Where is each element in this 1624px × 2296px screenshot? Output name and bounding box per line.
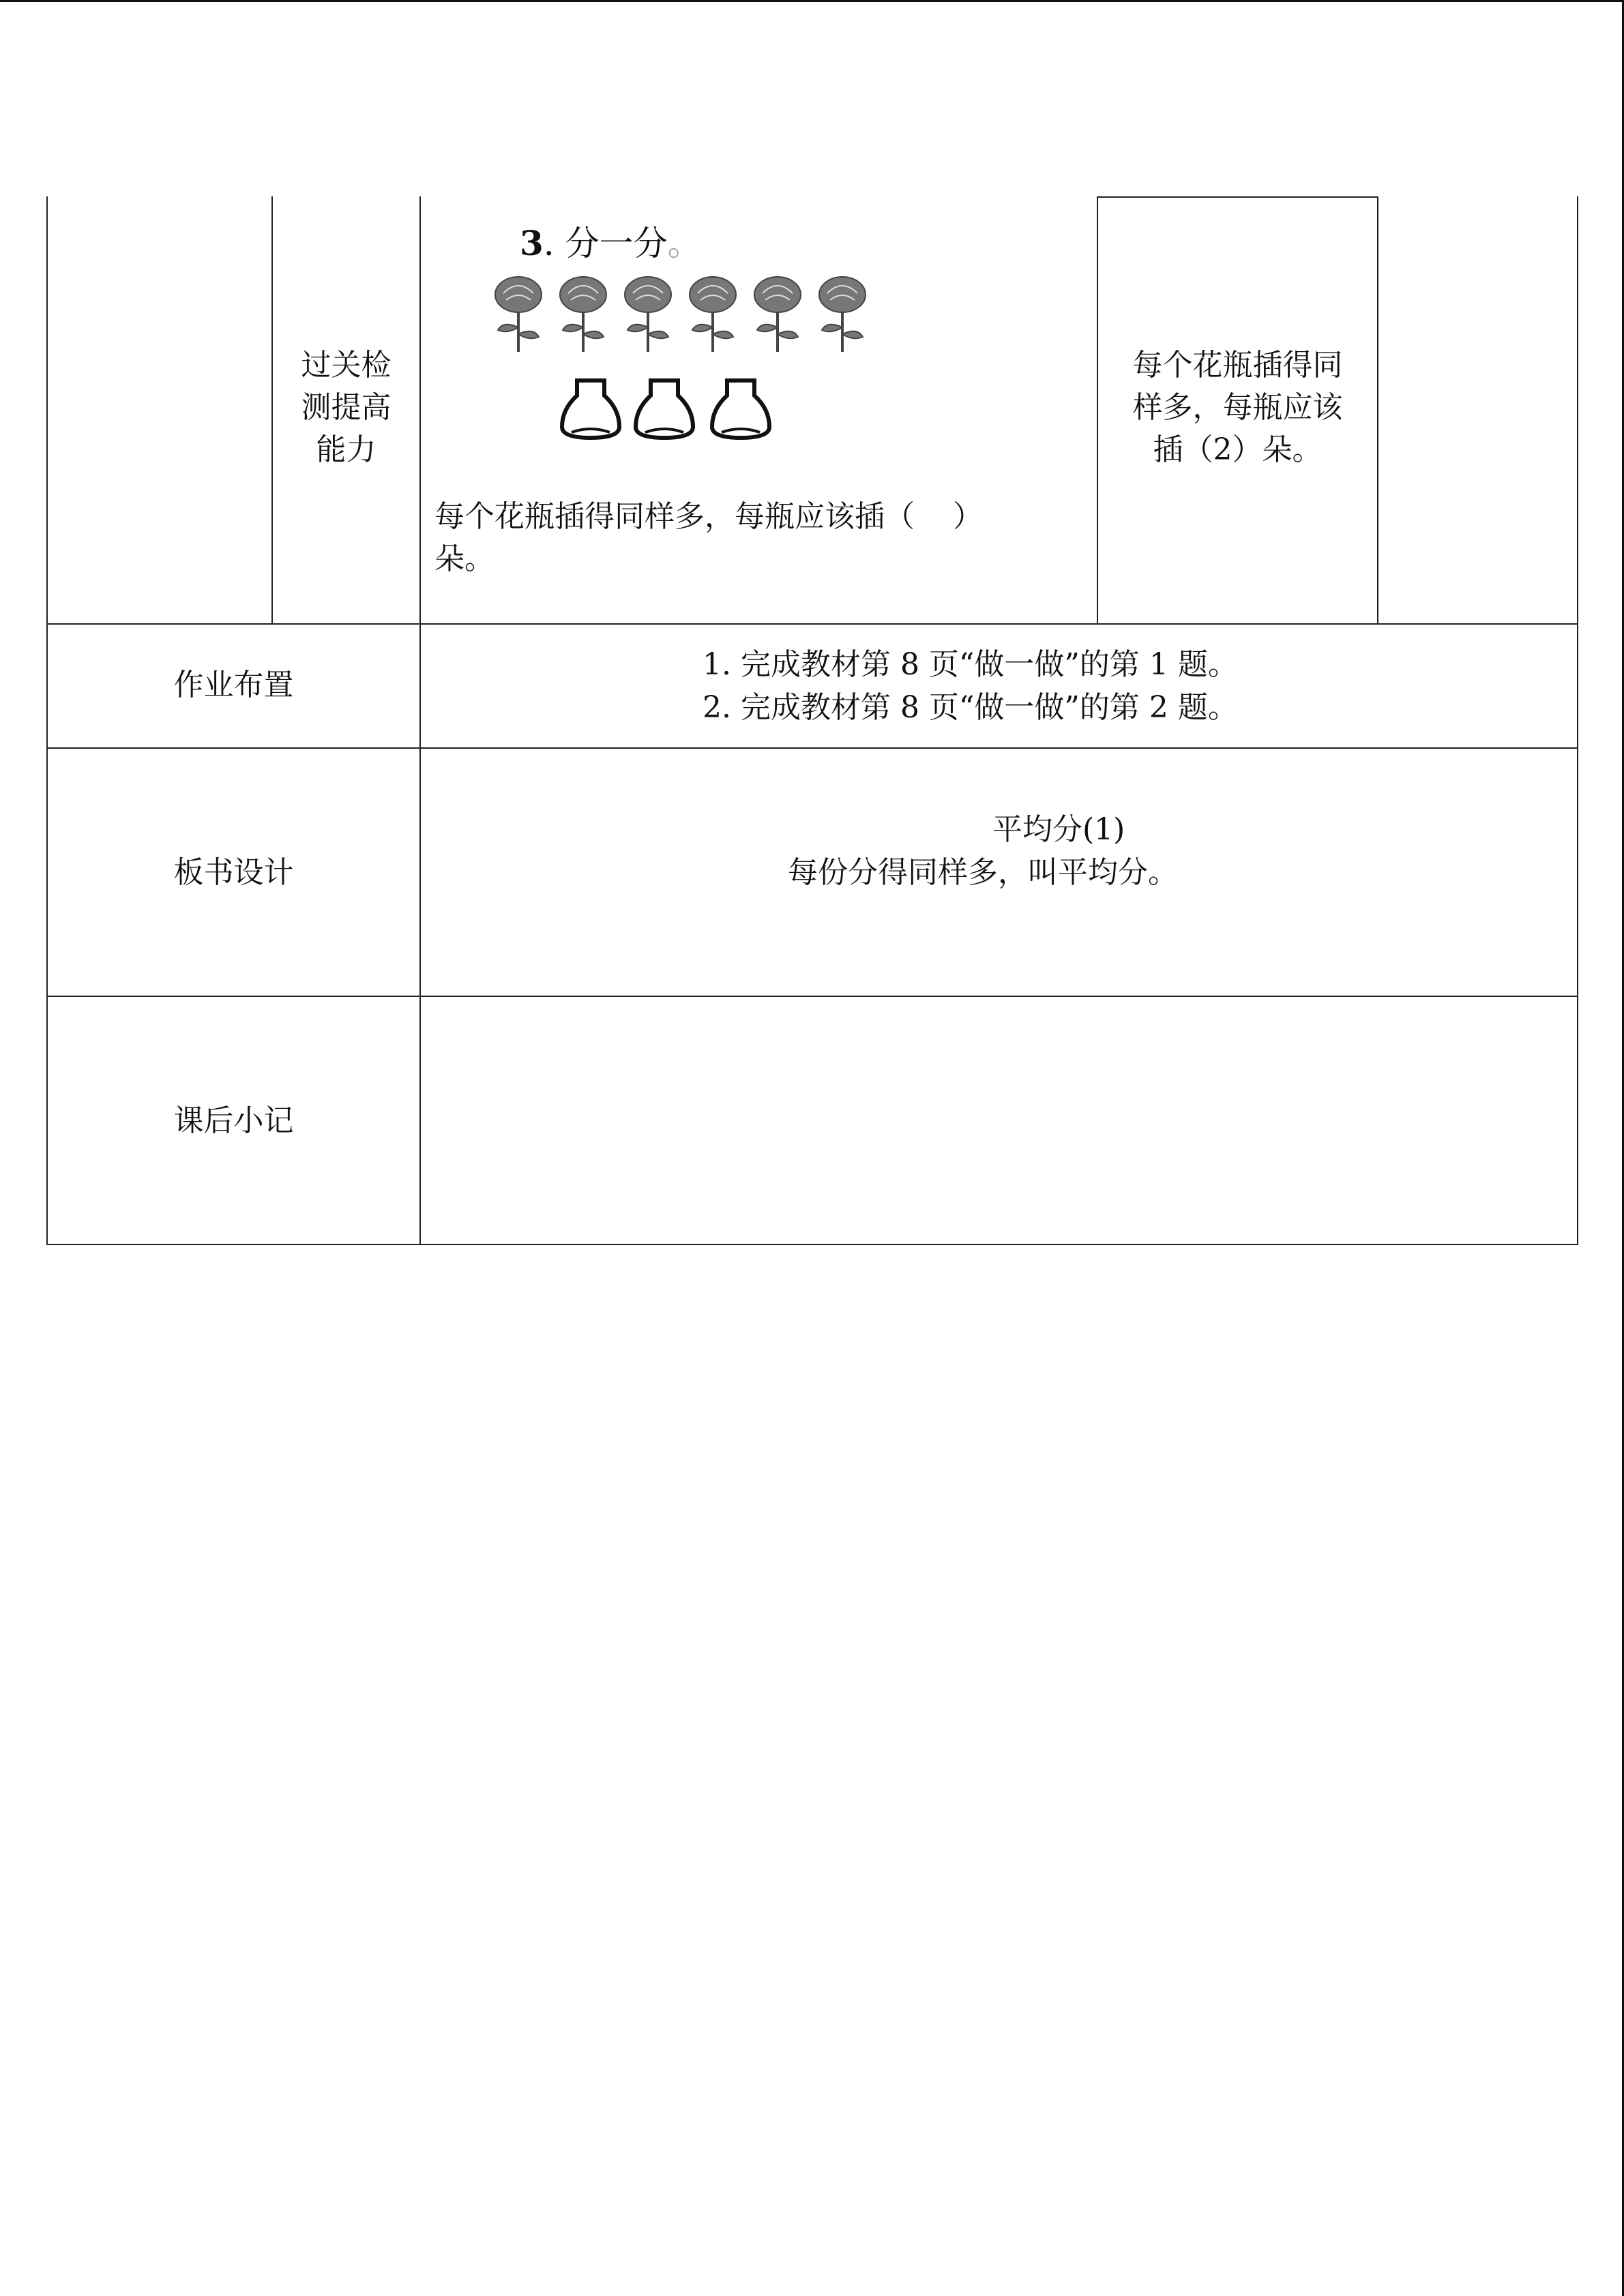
vase-image bbox=[708, 376, 773, 442]
table-bottom-border bbox=[46, 1244, 1578, 1245]
board-design-label: 板书设计 bbox=[173, 855, 294, 890]
row-divider-2 bbox=[46, 747, 1578, 749]
exercise-question: 每个花瓶插得同样多，每瓶应该插（ ） 朵。 bbox=[434, 499, 983, 576]
exercise-title bbox=[520, 220, 702, 267]
flower-image bbox=[680, 273, 745, 355]
table-col-divider-2 bbox=[419, 196, 421, 1245]
board-design-title: 平均分(1) bbox=[992, 812, 1125, 847]
test-section-label: 过关检 测提高 能力 bbox=[301, 348, 392, 467]
flower-image bbox=[486, 273, 551, 355]
homework-label: 作业布置 bbox=[173, 668, 294, 702]
exercise-title-mark: 。 bbox=[667, 224, 702, 263]
notes-label: 课后小记 bbox=[173, 1103, 294, 1138]
exercise-answer: 每个花瓶插得同 样多，每瓶应该 插（2）朵。 bbox=[1132, 348, 1343, 467]
vase-image bbox=[558, 376, 623, 442]
homework-line-2: 2. 完成教材第 8 页“做一做”的第 2 题。 bbox=[703, 690, 1238, 725]
row-divider-3 bbox=[46, 996, 1578, 997]
flower-image bbox=[550, 273, 616, 355]
table-right-border bbox=[1577, 196, 1578, 1245]
flower-image bbox=[615, 273, 681, 355]
board-design-line: 每份分得同样多，叫平均分。 bbox=[788, 855, 1178, 890]
row-divider-1 bbox=[46, 623, 1578, 625]
page-top-border bbox=[0, 0, 1624, 2]
exercise-title-text: . 分一分 bbox=[543, 224, 668, 263]
answer-cell-top-border bbox=[1097, 196, 1378, 198]
vase-image bbox=[632, 376, 697, 442]
table-left-border bbox=[46, 196, 48, 1245]
homework-line-1: 1. 完成教材第 8 页“做一做”的第 1 题。 bbox=[703, 647, 1238, 682]
exercise-number: 3 bbox=[520, 223, 544, 263]
flower-image bbox=[810, 273, 875, 355]
table-col-divider-4 bbox=[1377, 196, 1378, 625]
flower-image bbox=[745, 273, 810, 355]
